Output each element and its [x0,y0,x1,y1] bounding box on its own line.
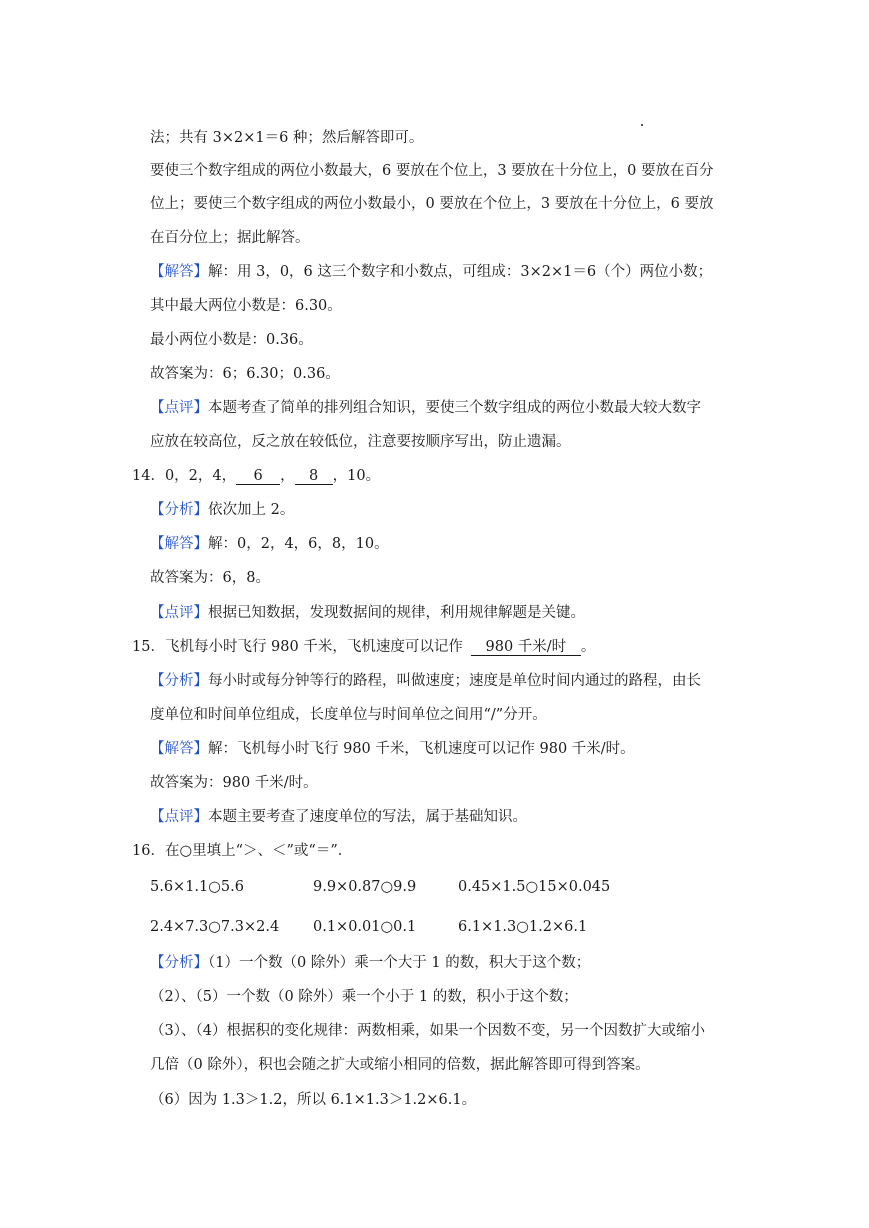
text-line: 应放在较高位，反之放在较低位，注意要按顺序写出，防止遗漏。 [150,434,571,450]
answer-blank: 980 千米/时 [471,639,581,656]
comment-line: 【点评】本题考查了简单的排列组合知识，要使三个数字组成的两位小数最大较大数字 [150,400,701,416]
text-line: 要使三个数字组成的两位小数最大，6 要放在个位上，3 要放在十分位上，0 要放在百分 [150,163,714,179]
text-line: 最小两位小数是：0.36。 [150,332,313,348]
answer-line: 【解答】解：飞机每小时飞行 980 千米，飞机速度可以记作 980 千米/时。 [150,741,635,757]
text-line: 法；共有 3×2×1＝6 种；然后解答即可。 [150,130,424,146]
text-line: 故答案为：6，8。 [150,570,270,586]
text-line: （2）、（5）一个数（0 除外）乘一个小于 1 的数，积小于这个数； [150,989,578,1005]
analysis-line: 【分析】（1）一个数（0 除外）乘一个大于 1 的数，积大于这个数； [150,955,591,971]
question-14: 14．0，2，4， 6 ， 8 ，10。 [132,468,381,484]
question-16: 16．在○里填上“＞、＜”或“＝”． [132,843,353,859]
text-line: 几倍（0 除外），积也会随之扩大或缩小相同的倍数，据此解答即可得到答案。 [150,1057,650,1073]
comment-line: 【点评】根据已知数据，发现数据间的规律，利用规律解题是关键。 [150,605,585,621]
text-line: （3）、（4）根据积的变化规律：两数相乘，如果一个因数不变，另一个因数扩大或缩小 [150,1023,705,1039]
answer-tag: 【解答】 [150,536,208,552]
text-line: （6）因为 1.3＞1.2，所以 6.1×1.3＞1.2×6.1。 [150,1092,477,1108]
expression: 0.1×0.01○0.1 [313,919,417,935]
analysis-tag: 【分析】 [150,502,208,518]
analysis-line: 【分析】每小时或每分钟等行的路程，叫做速度；速度是单位时间内通过的路程，由长 [150,673,701,689]
expression: 5.6×1.1○5.6 [150,879,244,895]
answer-tag: 【解答】 [150,741,208,757]
text-line: 其中最大两位小数是：6.30。 [150,298,342,314]
answer-line: 【解答】解：用 3，0，6 这三个数字和小数点，可组成：3×2×1＝6（个）两位小数； [150,264,713,280]
text-line: 度单位和时间单位组成，长度单位与时间单位之间用“/”分开。 [150,707,547,723]
expression: 6.1×1.3○1.2×6.1 [458,919,588,935]
answer-blank: 6 [236,468,280,485]
expression: 0.45×1.5○15×0.045 [458,879,611,895]
stray-dot [641,124,643,126]
comment-tag: 【点评】 [150,605,208,621]
answer-blank: 8 [295,468,333,485]
comment-line: 【点评】本题主要考查了速度单位的写法，属于基础知识。 [150,809,527,825]
text-line: 在百分位上；据此解答。 [150,230,310,246]
expression: 9.9×0.87○9.9 [313,879,417,895]
answer-tag: 【解答】 [150,264,208,280]
text-line: 故答案为：980 千米/时。 [150,775,318,791]
text-line: 故答案为：6；6.30；0.36。 [150,366,340,382]
expression: 2.4×7.3○7.3×2.4 [150,919,280,935]
analysis-line: 【分析】依次加上 2。 [150,502,295,518]
text-line: 位上；要使三个数字组成的两位小数最小，0 要放在个位上，3 要放在十分位上，6 要放 [150,196,714,212]
comment-tag: 【点评】 [150,400,208,416]
analysis-tag: 【分析】 [150,673,208,689]
analysis-tag: 【分析】 [150,955,208,971]
comment-tag: 【点评】 [150,809,208,825]
answer-line: 【解答】解：0，2，4，6，8，10。 [150,536,389,552]
question-15: 15．飞机每小时飞行 980 千米，飞机速度可以记作 980 千米/时 。 [132,639,596,655]
